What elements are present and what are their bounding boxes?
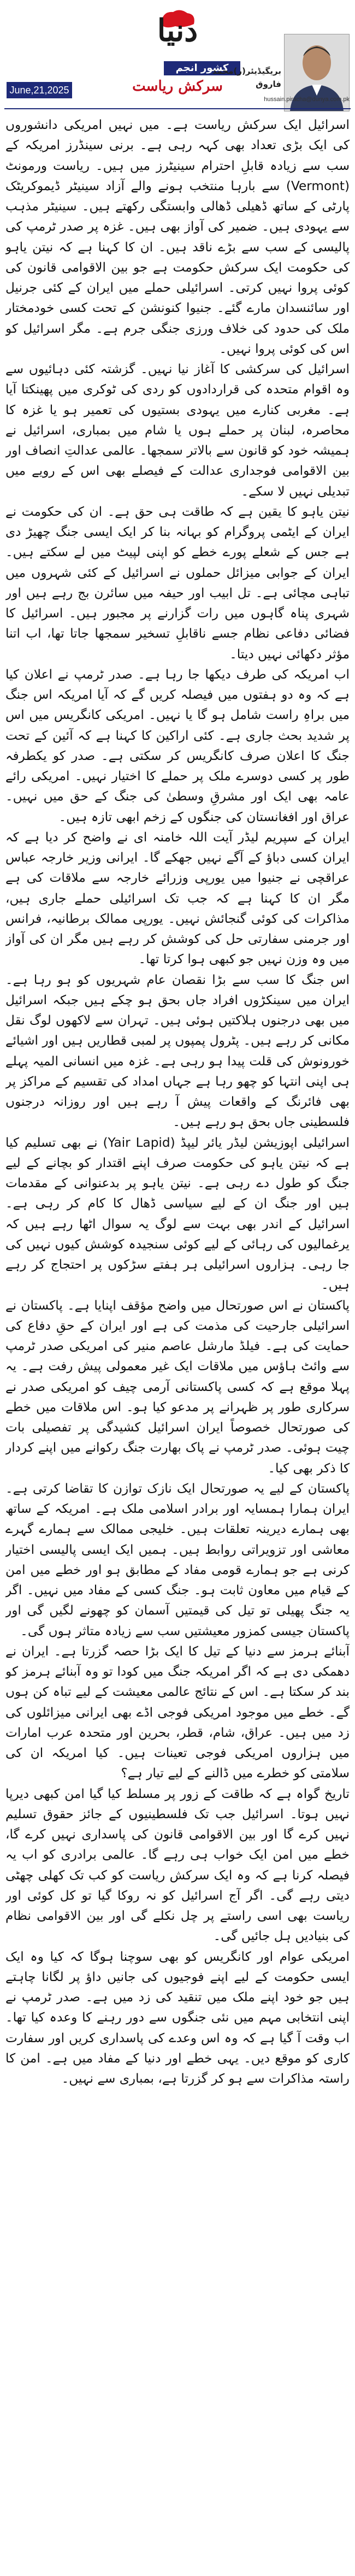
paragraph: اس جنگ کا سب سے بڑا نقصان عام شہریوں کو ہو رہا ہے۔ ایران میں سینکڑوں افراد جاں بحق ہو چکے ہیں جبکہ اسرائیل میں بھی درجنوں ہلاکتیں ہوئی ہیں۔ تہران سے لاکھوں لوگ نقل مکانی کر رہے ہیں۔ پٹرول پمپوں پر لمبی قطاریں ہیں اور اشیائے خورونوش کی قلت پیدا ہو رہی ہے۔ غزہ میں انسانی المیہ پہلے ہی اپنی انتہا کو چھو رہا ہے جہاں امداد کی تقسیم کے مراکز پر بھی فائرنگ کے واقعات پیش آ رہے ہیں اور روزانہ درجنوں فلسطینی جاں بحق ہو رہے ہیں۔ — [5, 972, 350, 1130]
column-name: کشور انجم — [164, 61, 240, 75]
header-divider — [4, 108, 351, 109]
publication-date: June,21,2025 — [7, 82, 72, 98]
paragraph: تاریخ گواہ ہے کہ طاقت کے زور پر مسلط کیا گیا امن کبھی دیرپا نہیں ہوتا۔ اسرائیل جب تک فلسطینیوں کے جائز حقوق تسلیم نہیں کرے گا اور بین الاقوامی قانون کی پاسداری نہیں کرے گا، خطے میں امن ایک خواب ہی رہے گا۔ عالمی برادری کو اب یہ فیصلہ کرنا ہے کہ وہ ایک سرکش ریاست کو کب تک کھلی چھٹی دیتی رہے گی۔ اگر آج اسرائیل کو نہ روکا گیا تو کل کوئی اور ریاست بھی اسی راستے پر چل نکلے گی اور بین الاقوامی نظام کی بنیادیں ہل جائیں گی۔ — [5, 1786, 350, 1944]
author-email: hussain.piracha@dunya.com.pk — [264, 96, 350, 103]
paragraph: اب امریکہ کی طرف دیکھا جا رہا ہے۔ صدر ٹرمپ نے اعلان کیا ہے کہ وہ دو ہفتوں میں فیصلہ کریں گے کہ آیا امریکہ اس جنگ میں براہِ راست شامل ہو گا یا نہیں۔ امریکی کانگریس میں اس پر شدید بحث جاری ہے۔ کئی اراکین کا کہنا ہے کہ آئین کے تحت جنگ کا اعلان صرف کانگریس کر سکتی ہے۔ صدر کو یکطرفہ طور پر کسی دوسرے ملک پر حملے کا اختیار نہیں۔ امریکی رائے عامہ بھی ایک اور مشرقِ وسطیٰ کی جنگ کے حق میں نہیں۔ عراق اور افغانستان کی جنگوں کے زخم ابھی تازہ ہیں۔ — [5, 667, 350, 824]
paragraph: اسرائیل ایک سرکش ریاست ہے۔ میں نہیں امریکی دانشوروں کی ایک بڑی تعداد بھی کہہ رہی ہے۔ برنی سینڈرز امریکہ کے سب سے زیادہ قابلِ احترام سینیٹرز میں ہیں۔ ریاست ورمونٹ (Vermont) سے بارہا منتخب ہونے والے آزاد سینیٹر ڈیموکریٹک پارٹی کے ساتھ ڈھیلی ڈھالی وابستگی رکھتے ہیں۔ سینیٹر مذہب سے یہودی ہیں۔ ضمیر کی آواز بھی ہیں۔ غزہ پر صدر ٹرمپ کی پالیسی کے سب سے بڑے ناقد ہیں۔ ان کا کہنا ہے کہ نیتن یاہو کی حکومت ایک سرکش حکومت ہے جو بین الاقوامی قانون کی کوئی پروا نہیں کرتی۔ اسرائیلی حملے میں ایران کے کئی جرنیل اور سائنسدان مارے گئے۔ جنیوا کنونشن کے تحت کسی خودمختار ملک کی حدود کی خلاف ورزی جنگی جرم ہے۔ مگر اسرائیل کو اس کی کوئی پروا نہیں۔ — [5, 117, 350, 356]
newspaper-logo — [145, 4, 210, 52]
paragraph: پاکستان نے اس صورتحال میں واضح مؤقف اپنایا ہے۔ پاکستان نے اسرائیلی جارحیت کی مذمت کی ہے اور ایران کے حقِ دفاع کی حمایت کی ہے۔ فیلڈ مارشل عاصم منیر کی امریکی صدر ٹرمپ سے وائٹ ہاؤس میں ملاقات ایک غیر معمولی پیش رفت ہے۔ یہ پہلا موقع ہے کہ کسی پاکستانی آرمی چیف کو امریکی صدر نے سرکاری طور پر ظہرانے پر مدعو کیا ہو۔ اس ملاقات میں خطے کی صورتحال خصوصاً ایران اسرائیل کشیدگی پر تفصیلی بات چیت ہوئی۔ صدر ٹرمپ نے پاک بھارت جنگ رکوانے میں اپنے کردار کا ذکر بھی کیا۔ — [5, 1298, 350, 1476]
paragraph: آبنائے ہرمز سے دنیا کے تیل کا ایک بڑا حصہ گزرتا ہے۔ ایران نے دھمکی دی ہے کہ اگر امریکہ جنگ میں کودا تو وہ آبنائے ہرمز کو بند کر سکتا ہے۔ اس کے نتائج عالمی معیشت کے لیے تباہ کن ہوں گے۔ خطے میں موجود امریکی فوجی اڈے بھی ایرانی میزائلوں کی زد میں ہیں۔ عراق، شام، قطر، بحرین اور متحدہ عرب امارات میں ہزاروں امریکی فوجی تعینات ہیں۔ کیا امریکہ ان کی سلامتی کو خطرے میں ڈالنے کے لیے تیار ہے؟ — [5, 1643, 350, 1781]
author-name: بریگیڈیئر(ر)محمد فاروق — [212, 66, 281, 89]
paragraph: اسرائیلی اپوزیشن لیڈر یائر لیپڈ (Yair Lapid) نے بھی تسلیم کیا ہے کہ نیتن یاہو کی حکومت صرف اپنے اقتدار کو بچانے کے لیے جنگ کو طول دے رہی ہے۔ نیتن یاہو پر بدعنوانی کے مقدمات ہیں اور جنگ ان کے لیے سیاسی ڈھال کا کام کر رہی ہے۔ اسرائیل کے اندر بھی بہت سے لوگ یہ سوال اٹھا رہے ہیں کہ یرغمالیوں کی رہائی کے لیے کوئی سنجیدہ کوشش کیوں نہیں کی جا رہی۔ ہزاروں اسرائیلی ہر ہفتے سڑکوں پر احتجاج کر رہے ہیں۔ — [5, 1135, 350, 1293]
newspaper-name: دنیا — [157, 13, 198, 49]
paragraph: ایران کے سپریم لیڈر آیت اللہ خامنہ ای نے واضح کر دیا ہے کہ ایران کسی دباؤ کے آگے نہیں جھکے گا۔ ایرانی وزیر خارجہ عباس عراقچی نے جنیوا میں یورپی وزرائے خارجہ سے ملاقات کی ہے مگر ان کا کہنا ہے کہ جب تک اسرائیلی حملے جاری ہیں، مذاکرات کی کوئی گنجائش نہیں۔ یورپی ممالک برطانیہ، فرانس اور جرمنی سفارتی حل کی کوشش کر رہے ہیں مگر ان کی آواز میں وہ وزن نہیں جو کبھی ہوا کرتا تھا۔ — [5, 829, 350, 967]
paragraph: امریکی عوام اور کانگریس کو بھی سوچنا ہوگا کہ کیا وہ ایک ایسی حکومت کے لیے اپنے فوجیوں کی جانیں داؤ پر لگانا چاہتے ہیں جو خود اپنے ملک میں تنقید کی زد میں ہے۔ صدر ٹرمپ نے اپنی انتخابی مہم میں نئی جنگوں سے دور رہنے کا وعدہ کیا تھا۔ اب وقت آ گیا ہے کہ وہ اس وعدے کی پاسداری کریں اور سفارت کاری کو موقع دیں۔ یہی خطے اور دنیا کے مفاد میں ہے۔ امن کا راستہ مذاکرات سے ہو کر گزرتا ہے، بمباری سے نہیں۔ — [5, 1949, 350, 2086]
paragraph: اسرائیل کی سرکشی کا آغاز نیا نہیں۔ گزشتہ کئی دہائیوں سے وہ اقوام متحدہ کی قراردادوں کو ردی کی ٹوکری میں پھینکتا آیا ہے۔ مغربی کنارے میں یہودی بستیوں کی تعمیر ہو یا غزہ کا محاصرہ، لبنان پر حملے ہوں یا شام میں بمباری، اسرائیل نے ہمیشہ خود کو قانون سے بالاتر سمجھا۔ عالمی عدالتِ انصاف اور بین الاقوامی فوجداری عدالت کے فیصلے بھی اس کے رویے میں تبدیلی نہیں لا سکے۔ — [5, 362, 350, 499]
paragraph: نیتن یاہو کا یقین ہے کہ طاقت ہی حق ہے۔ ان کی حکومت نے ایران کے ایٹمی پروگرام کو بہانہ بنا کر ایک ایسی جنگ چھیڑ دی ہے جس کے شعلے پورے خطے کو اپنی لپیٹ میں لے سکتے ہیں۔ ایران کے جوابی میزائل حملوں نے اسرائیل کے کئی شہروں میں تباہی مچائی ہے۔ تل ابیب اور حیفہ میں سائرن بج رہے ہیں اور شہری پناہ گاہوں میں رات گزارنے پر مجبور ہیں۔ اسرائیل کا فضائی دفاعی نظام جسے ناقابلِ تسخیر سمجھا جاتا تھا، اب اتنا مؤثر دکھائی نہیں دیتا۔ — [5, 504, 350, 662]
article-title: سرکش ریاست — [132, 78, 223, 95]
article-body — [5, 115, 350, 2568]
paragraph: پاکستان کے لیے یہ صورتحال ایک نازک توازن کا تقاضا کرتی ہے۔ ایران ہمارا ہمسایہ اور برادر اسلامی ملک ہے۔ امریکہ کے ساتھ بھی ہمارے دیرینہ تعلقات ہیں۔ خلیجی ممالک سے ہمارے گہرے معاشی اور تزویراتی روابط ہیں۔ ہمیں ایک ایسی پالیسی اختیار کرنی ہے جو ہمارے قومی مفاد کے مطابق ہو اور خطے میں امن کے قیام میں معاون ثابت ہو۔ جنگ کسی کے مفاد میں نہیں۔ اگر یہ جنگ پھیلی تو تیل کی قیمتیں آسمان کو چھونے لگیں گی اور پاکستان جیسی کمزور معیشتیں سب سے زیادہ متاثر ہوں گی۔ — [5, 1481, 350, 1638]
